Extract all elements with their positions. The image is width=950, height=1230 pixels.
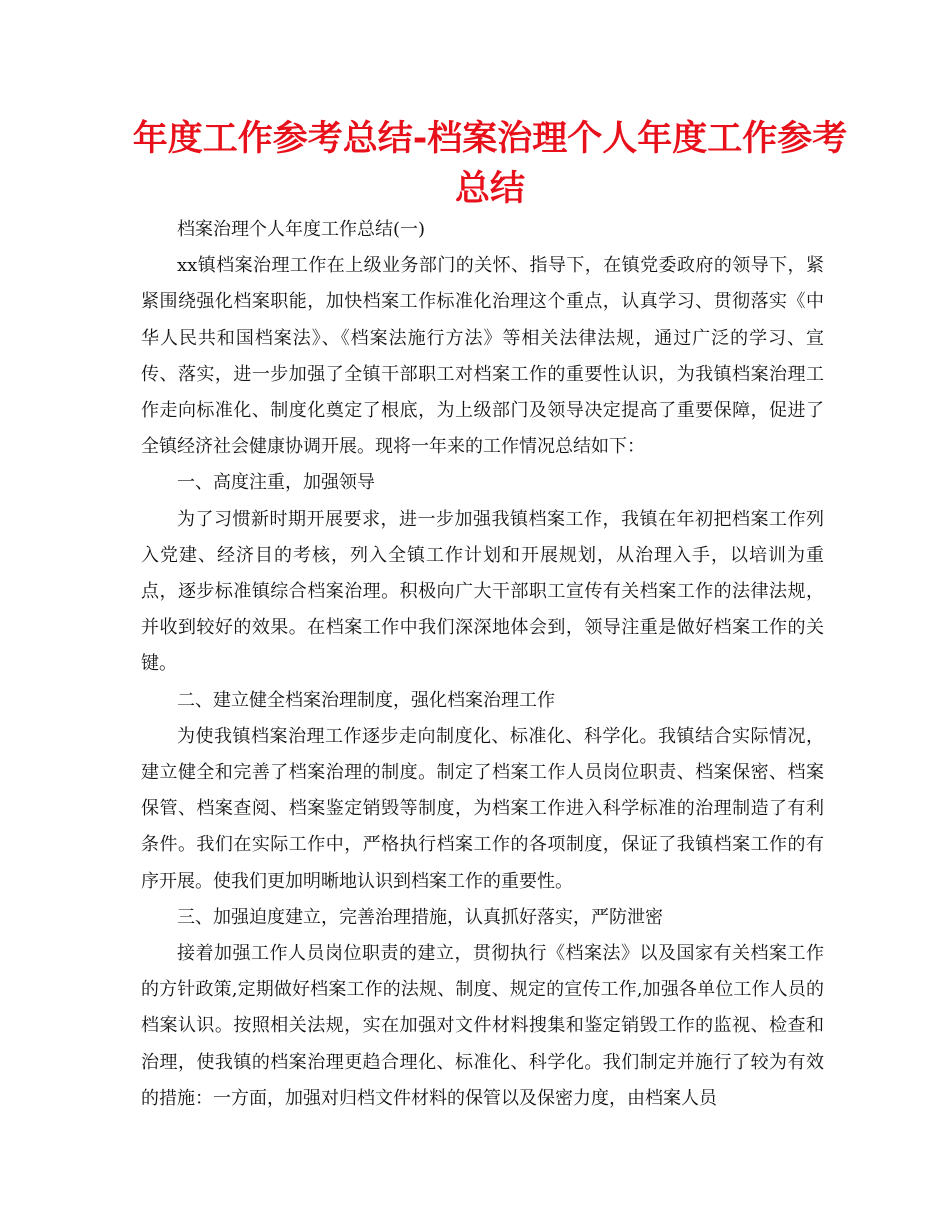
paragraph-subtitle: 档案治理个人年度工作总结(一)	[177, 219, 426, 240]
section-heading-3: 三、加强迫度建立，完善治理措施，认真抓好落实，严防泄密	[177, 906, 663, 928]
document-body	[141, 212, 824, 1117]
paragraph-section-3: 接着加强工作人员岗位职责的建立，贯彻执行《档案法》以及国家有关档案工作的方针政策,定期做好档案工作的法规、制度、规定的宣传工作,加强各单位工作人员的档案认识。按照相关法规，实在加强对文件材料搜集和鉴定销毁工作的监视、检查和治理，使我镇的档案治理更趋合理化、标准化、科学化。我们制定并施行了较为有效的措施：一方面，加强对归档文件材料的保管以及保密力度，由档案人员	[141, 943, 824, 1109]
paragraph-intro: xx镇档案治理工作在上级业务部门的关怀、指导下，在镇党委政府的领导下，紧紧围绕强化档案职能，加快档案工作标准化治理这个重点，认真学习、贯彻落实《中华人民共和国档案法》、《档案法施行方法》等相关法律法规，通过广泛的学习、宣传、落实，进一步加强了全镇干部职工对档案工作的重要性认识，为我镇档案治理工作走向标准化、制度化奠定了根底，为上级部门及领导决定提高了重要保障，促进了全镇经济社会健康协调开展。现将一年来的工作情况总结如下：	[141, 255, 824, 458]
section-heading-1: 一、高度注重，加强领导	[177, 472, 375, 494]
document-title: 年度工作参考总结-档案治理个人年度工作参考总结	[132, 119, 848, 209]
paragraph-section-1: 为了习惯新时期开展要求，进一步加强我镇档案工作，我镇在年初把档案工作列入党建、经济目的考核，列入全镇工作计划和开展规划，从治理入手，以培训为重点，逐步标准镇综合档案治理。积极向广大干部职工宣传有关档案工作的法律法规，并收到较好的效果。在档案工作中我们深深地体会到，领导注重是做好档案工作的关键。	[141, 508, 824, 675]
section-heading-2: 二、建立健全档案治理制度，强化档案治理工作	[177, 689, 555, 711]
paragraph-section-2: 为使我镇档案治理工作逐步走向制度化、标准化、科学化。我镇结合实际情况，建立健全和完善了档案治理的制度。制定了档案工作人员岗位职责、档案保密、档案保管、档案查阅、档案鉴定销毁等制度，为档案工作进入科学标准的治理制造了有利条件。我们在实际工作中，严格执行档案工作的各项制度，保证了我镇档案工作的有序开展。使我们更加明晰地认识到档案工作的重要性。	[141, 725, 824, 892]
